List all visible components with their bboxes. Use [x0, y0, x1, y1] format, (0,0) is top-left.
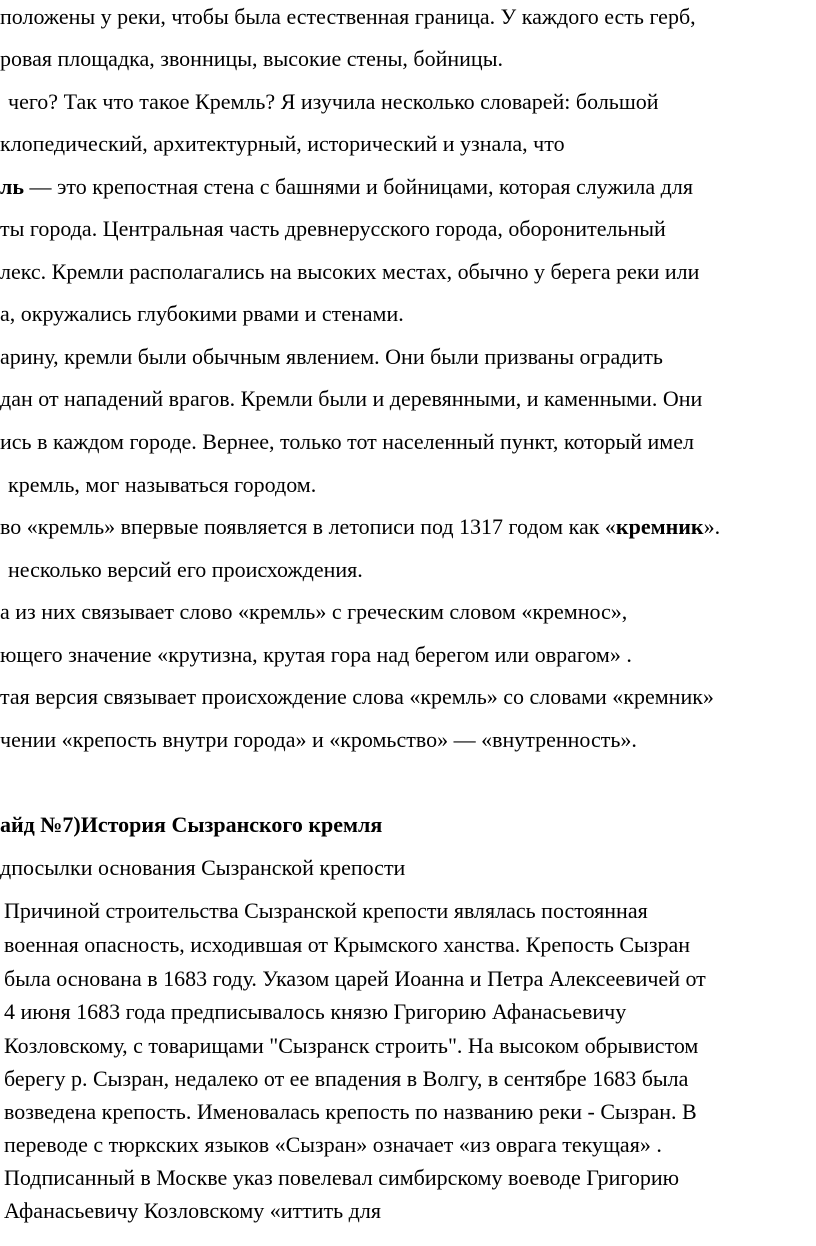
- text-line: была основана в 1683 году. Указом царей Иоанна и Петра Алексеевичей от: [4, 966, 706, 991]
- text-line: Афанасьевичу Козловскому «иттить для: [4, 1198, 381, 1223]
- text-line: арину, кремли были обычным явлением. Они были призваны оградить: [0, 344, 663, 369]
- text-line: ты города. Центральная часть древнерусского города, оборонительный: [0, 216, 666, 241]
- text-line: военная опасность, исходившая от Крымского ханства. Крепость Сызран: [4, 932, 691, 957]
- text-line: ись в каждом городе. Вернее, только тот населенный пункт, который имел: [0, 429, 694, 454]
- text-line: Подписанный в Москве указ повелевал симбирскому воеводе Григорию: [4, 1165, 680, 1190]
- bold-term: кремник: [615, 514, 704, 539]
- text-line: Козловскому, с товарищами "Сызранск строить". На высоком обрывистом: [4, 1033, 699, 1058]
- text-line: дан от нападений врагов. Кремли были и деревянными, и каменными. Они: [0, 386, 703, 411]
- text-line: кремль, мог называться городом.: [8, 472, 317, 497]
- text-run: — это крепостная стена с башнями и бойницами, которая служила для: [23, 174, 693, 199]
- text-line: положены у реки, чтобы была естественная граница. У каждого есть герб,: [0, 4, 696, 29]
- text-line: а, окружались глубокими рвами и стенами.: [0, 301, 404, 326]
- text-line: лекс. Кремли располагались на высоких местах, обычно у берега реки или: [0, 259, 700, 284]
- text-line: переводе с тюркских языков «Сызран» означает «из оврага текущая» .: [4, 1132, 662, 1157]
- bold-term: ль: [0, 174, 24, 199]
- section-heading: айд №7)История Сызранского кремля: [0, 812, 383, 837]
- text-line: клопедический, архитектурный, исторический и узнала, что: [0, 131, 565, 156]
- text-line: тая версия связывает происхождение слова «кремль» со словами «кремник»: [0, 684, 714, 709]
- text-line: а из них связывает слово «кремль» с греческим словом «кремнос»,: [0, 599, 628, 624]
- text-run: ».: [703, 514, 721, 539]
- text-line: возведена крепость. Именовалась крепость по названию реки - Сызран. В: [4, 1099, 697, 1124]
- text-line: Причиной строительства Сызранской крепости являлась постоянная: [4, 898, 648, 923]
- subheading: дпосылки основания Сызранской крепости: [0, 855, 406, 880]
- text-line: несколько версий его происхождения.: [8, 557, 363, 582]
- text-line: чении «крепость внутри города» и «кромьство» — «внутренность».: [0, 727, 637, 752]
- text-line: 4 июня 1683 года предписывалось князю Григорию Афанасьевичу: [4, 999, 627, 1024]
- text-line: [0, 174, 693, 200]
- text-line: ровая площадка, звонницы, высокие стены, бойницы.: [0, 46, 503, 71]
- text-line: ющего значение «крутизна, крутая гора над берегом или оврагом» .: [0, 642, 632, 667]
- text-line: берегу р. Сызран, недалеко от ее впадения в Волгу, в сентябре 1683 была: [4, 1066, 689, 1091]
- text-line: чего? Так что такое Кремль? Я изучила несколько словарей: большой: [8, 89, 659, 114]
- text-line: [0, 514, 720, 540]
- text-run: во «кремль» впервые появляется в летописи под 1317 годом как «: [0, 514, 616, 539]
